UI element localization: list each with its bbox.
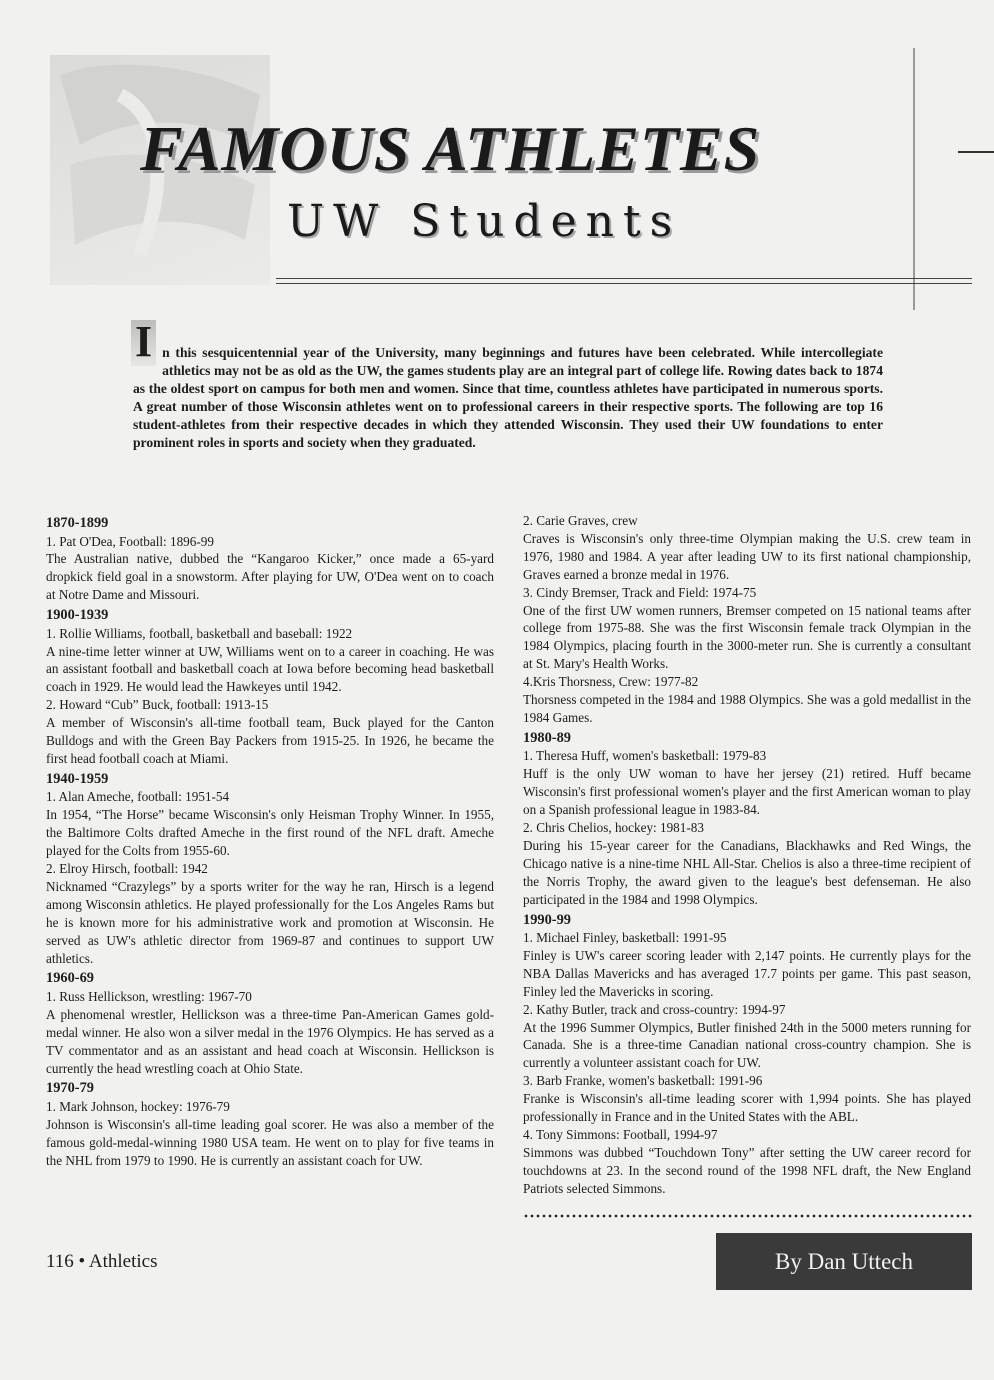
athlete-title: 1. Russ Hellickson, wrestling: 1967-70 <box>46 988 252 1004</box>
athlete-title: 2. Carie Graves, crew <box>523 513 638 528</box>
athlete-title: 1. Pat O'Dea, Football: 1896-99 <box>46 533 214 549</box>
decade-heading: 1980-89 <box>523 729 571 746</box>
vertical-rule <box>913 48 915 310</box>
athlete-title: 1. Michael Finley, basketball: 1991-95 <box>523 930 727 946</box>
left-column <box>46 512 494 1170</box>
title-rule-top <box>276 278 972 279</box>
byline-text: By Dan Uttech <box>775 1248 913 1274</box>
right-column <box>523 512 971 1198</box>
athlete-bio: Thorsness competed in the 1984 and 1988 Olympics. She was a gold medallist in the 1984 Games. <box>523 692 971 725</box>
athlete-title: 2. Elroy Hirsch, football: 1942 <box>46 861 208 876</box>
athlete-bio: Johnson is Wisconsin's all-time leading goal scorer. He was also a member of the famous gold-medal-winning 1980 USA team. He went on to play for five teams in the NHL from 1979 to 1990. He is currently an assistant coach for UW. <box>46 1116 494 1168</box>
page-subtitle: UW Students <box>287 196 682 247</box>
athlete-bio: A member of Wisconsin's all-time football team, Buck played for the Canton Bulldogs and with the Green Bay Packers from 1915-25. In 1926, he became the first head football coach at Miami. <box>46 715 494 766</box>
page-title: FAMOUS ATHLETES <box>140 113 761 184</box>
athlete-bio: One of the first UW women runners, Bremser competed on 15 national teams after college from 1975-88. She was the first Wisconsin female track Olympian in the 1984 Olympics, placing fourth in the 3000-meter run. She is currently a consultant at St. Mary's Health Works. <box>523 602 971 672</box>
athlete-title: 1. Mark Johnson, hockey: 1976-79 <box>46 1098 230 1114</box>
athlete-bio: In 1954, “The Horse” became Wisconsin's only Heisman Trophy Winner. In 1955, the Baltimore Colts drafted Ameche in the first round of the NFL draft. Ameche played for the Colts from 1955-60. <box>46 807 494 859</box>
athlete-bio: Franke is Wisconsin's all-time leading scorer with 1,994 points. She has played professionally in France and in the United States with the ABL. <box>523 1091 971 1125</box>
decade-heading: 1900-1939 <box>46 607 109 624</box>
athlete-bio: Finley is UW's career scoring leader with 2,147 points. He currently plays for the NBA Dallas Mavericks and has averaged 17.7 points per game. This past season, Finley led the Mavericks in scoring. <box>523 947 971 999</box>
byline-box <box>716 1233 972 1290</box>
decade-heading: 1970-79 <box>46 1080 94 1097</box>
athlete-title: 1. Theresa Huff, women's basketball: 1979-83 <box>523 748 767 764</box>
athlete-bio: A nine-time letter winner at UW, Williams went on to a career in coaching. He was an assistant football and basketball coach at Iowa before becoming head basketball coach in 1929. He would lead the Hawkeyes until 1942. <box>46 643 494 695</box>
athlete-bio: Simmons was dubbed “Touchdown Tony” after setting the UW career record for touchdowns at 23. In the second round of the 1998 NFL draft, the New England Patriots selected Simmons. <box>523 1144 971 1196</box>
athlete-bio: At the 1996 Summer Olympics, Butler finished 24th in the 5000 meters running for Canada. She is a three-time Canadian national cross-country champion. She is currently a volunteer assistant coach for UW. <box>523 1019 971 1071</box>
decade-heading: 1960-69 <box>46 970 94 987</box>
decade-heading: 1870-1899 <box>46 515 109 531</box>
athlete-title: 2. Howard “Cub” Buck, football: 1913-15 <box>46 697 269 713</box>
athlete-bio: The Australian native, dubbed the “Kangaroo Kicker,” once made a 65-yard dropkick field goal in a snowstorm. After playing for UW, O'Dea went on to coach at Notre Dame and Missouri. <box>46 551 494 603</box>
page-number-label: 116 • Athletics <box>46 1251 158 1272</box>
athlete-title: 1. Rollie Williams, football, basketball and baseball: 1922 <box>46 625 353 641</box>
athlete-bio: A phenomenal wrestler, Hellickson was a three-time Pan-American Games gold-medal winner. He also won a silver medal in the 1976 Olympics. He has served as a TV commentator and as an assistant and head coach at Wisconsin. Hellickson is currently the head wrestling coach at Ohio State. <box>46 1006 494 1076</box>
intro-paragraph <box>133 317 883 452</box>
athlete-bio: Nicknamed “Crazylegs” by a sports writer for the way he ran, Hirsch is a legend among Wisconsin athletics. He played professionally for the Los Angeles Rams but he is known more for his administrative work and promotion at Wisconsin. He served as UW's athletic director from 1969-87 and continues to support UW athletics. <box>46 878 494 966</box>
title-rule-bottom <box>276 283 972 284</box>
athlete-title: 4.Kris Thorsness, Crew: 1977-82 <box>523 674 699 690</box>
athlete-title: 1. Alan Ameche, football: 1951-54 <box>46 789 230 805</box>
intro-text: n this sesquicentennial year of the University, many beginnings and futures have been celebrated. While intercollegiate athletics may not be as old as the UW, the games students play are an integral part of college life. Rowing dates back to 1874 as the oldest sport on campus for both men and women. Since that time, countless athletes have participated in numerous sports. A great number of those Wisconsin athletes went on to professional careers in their respective sports. The following are top 16 student-athletes from their respective decades in which they attended Wisconsin. They used their UW foundations to enter prominent roles in sports and society when they graduated. <box>133 345 883 450</box>
margin-tick <box>958 151 994 153</box>
athlete-title: 4. Tony Simmons: Football, 1994-97 <box>523 1127 718 1142</box>
athlete-title: 2. Kathy Butler, track and cross-country: 1994-97 <box>523 1001 786 1017</box>
drop-cap: I <box>131 320 156 366</box>
dotted-divider <box>523 1214 973 1218</box>
athlete-bio: During his 15-year career for the Canadians, Blackhawks and Red Wings, the Chicago native is a nine-time NHL All-Star. Chelios is also a three-time recipient of the Norris Trophy, the award given to the league's best defenseman. He also participated in the 1984 and 1998 Olympics. <box>523 837 971 907</box>
athlete-title: 3. Cindy Bremser, Track and Field: 1974-75 <box>523 584 757 600</box>
athlete-bio: Craves is Wisconsin's only three-time Olympian making the U.S. crew team in 1976, 1980 and 1984. A year after leading UW to its first national championship, Graves earned a bronze medal in 1976. <box>523 530 971 582</box>
athlete-bio: Huff is the only UW woman to have her jersey (21) retired. Huff became Wisconsin's first professional women's player and the first American woman to play on a Spanish professional league in 1983-84. <box>523 766 971 818</box>
decade-heading: 1940-1959 <box>46 770 109 787</box>
athlete-title: 2. Chris Chelios, hockey: 1981-83 <box>523 820 704 835</box>
decade-heading: 1990-99 <box>523 911 571 928</box>
athlete-title: 3. Barb Franke, women's basketball: 1991-96 <box>523 1073 763 1089</box>
